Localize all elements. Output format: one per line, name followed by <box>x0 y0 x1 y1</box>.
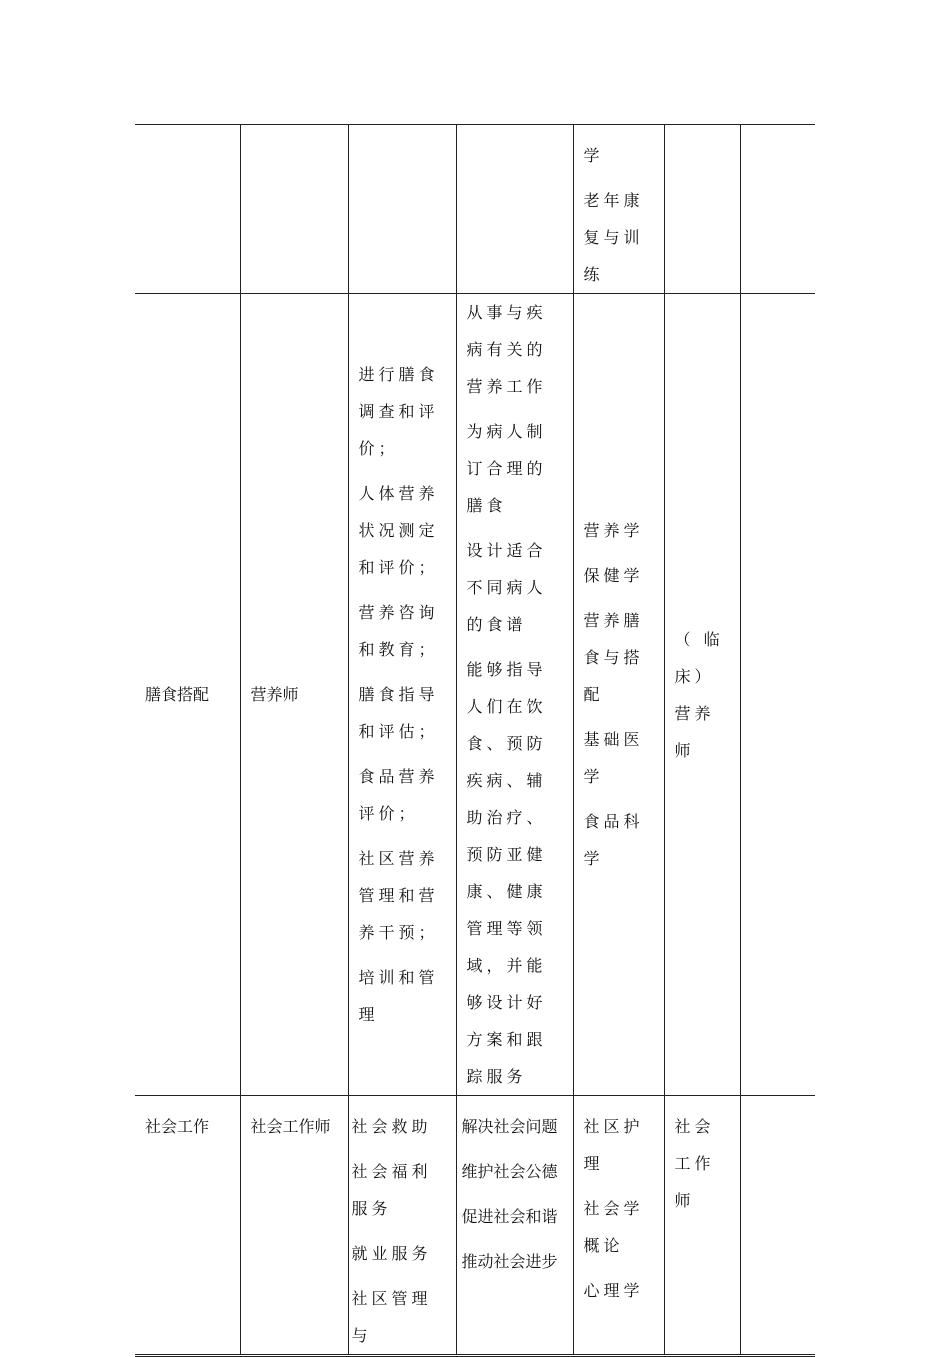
duty-item: 培训和管理 <box>358 968 439 1024</box>
duty-item: 社区营养管理和营养干预； <box>358 849 439 942</box>
duty-item: 社会福利服务 <box>351 1162 432 1218</box>
duty-item: 营养咨询和教育； <box>358 603 439 659</box>
duty-item: 食品营养评价； <box>358 767 439 823</box>
ability-item: 能够指导人们在饮食、预防疾病、辅助治疗、预防亚健康、健康管理等领域，并能够设计好方案和跟踪服务 <box>466 660 547 1086</box>
table-row <box>135 294 815 1096</box>
course-item: 营养学 <box>583 521 644 540</box>
duty-item: 膳食指导和评估； <box>358 685 439 741</box>
ability-item: 推动社会进步 <box>461 1252 558 1271</box>
course-item: 老年康复与训练 <box>583 191 644 284</box>
course-item: 基础医学 <box>583 730 644 786</box>
duty-item: 人体营养状况测定和评价； <box>358 484 439 577</box>
table-cell-courses <box>573 1096 664 1356</box>
ability-item: 解决社会问题 <box>461 1117 558 1136</box>
ability-item: 为病人制订合理的膳食 <box>466 422 547 515</box>
table-cell-certificate: 社会工作师 <box>664 1096 740 1356</box>
ability-item: 设计适合不同病人的食谱 <box>466 541 547 634</box>
course-item: 社会学概论 <box>583 1199 644 1255</box>
duty-item: 就业服务 <box>351 1244 432 1263</box>
course-item: 保健学 <box>583 566 644 585</box>
table-cell-note <box>740 125 815 294</box>
ability-item: 从事与疾病有关的营养工作 <box>466 303 547 396</box>
table-cell-note <box>740 294 815 1096</box>
course-item: 学 <box>583 146 604 165</box>
table-cell-abilities <box>456 1096 573 1356</box>
duty-item: 进行膳食调查和评价； <box>358 365 439 458</box>
table-cell-certificate <box>664 125 740 294</box>
table-cell-courses <box>573 294 664 1096</box>
table-cell-occupation: 营养师 <box>240 294 348 1096</box>
table-cell-certificate: （ 临床）营养师 <box>664 294 740 1096</box>
table-row <box>135 1096 815 1356</box>
table-cell-duties <box>348 1096 456 1356</box>
course-item: 心理学 <box>583 1281 644 1300</box>
duty-item: 社会救助 <box>351 1117 432 1136</box>
career-table <box>135 124 815 1357</box>
table-cell-duties <box>348 125 456 294</box>
ability-item: 维护社会公德 <box>461 1162 558 1181</box>
table-cell-abilities <box>456 294 573 1096</box>
table-row <box>135 125 815 294</box>
table-cell-courses <box>573 125 664 294</box>
ability-item: 促进社会和谐 <box>461 1207 558 1226</box>
table-cell-field: 膳食搭配 <box>135 294 240 1096</box>
table-cell-field <box>135 125 240 294</box>
table-cell-abilities <box>456 125 573 294</box>
course-item: 营养膳食与搭配 <box>583 611 644 704</box>
table-cell-duties <box>348 294 456 1096</box>
duty-item: 社区管理与 <box>351 1289 432 1345</box>
course-item: 食品科学 <box>583 812 644 868</box>
table-cell-occupation: 社会工作师 <box>240 1096 348 1356</box>
table-cell-occupation <box>240 125 348 294</box>
course-item: 社区护理 <box>583 1117 644 1173</box>
table-cell-field: 社会工作 <box>135 1096 240 1356</box>
table-cell-note <box>740 1096 815 1356</box>
